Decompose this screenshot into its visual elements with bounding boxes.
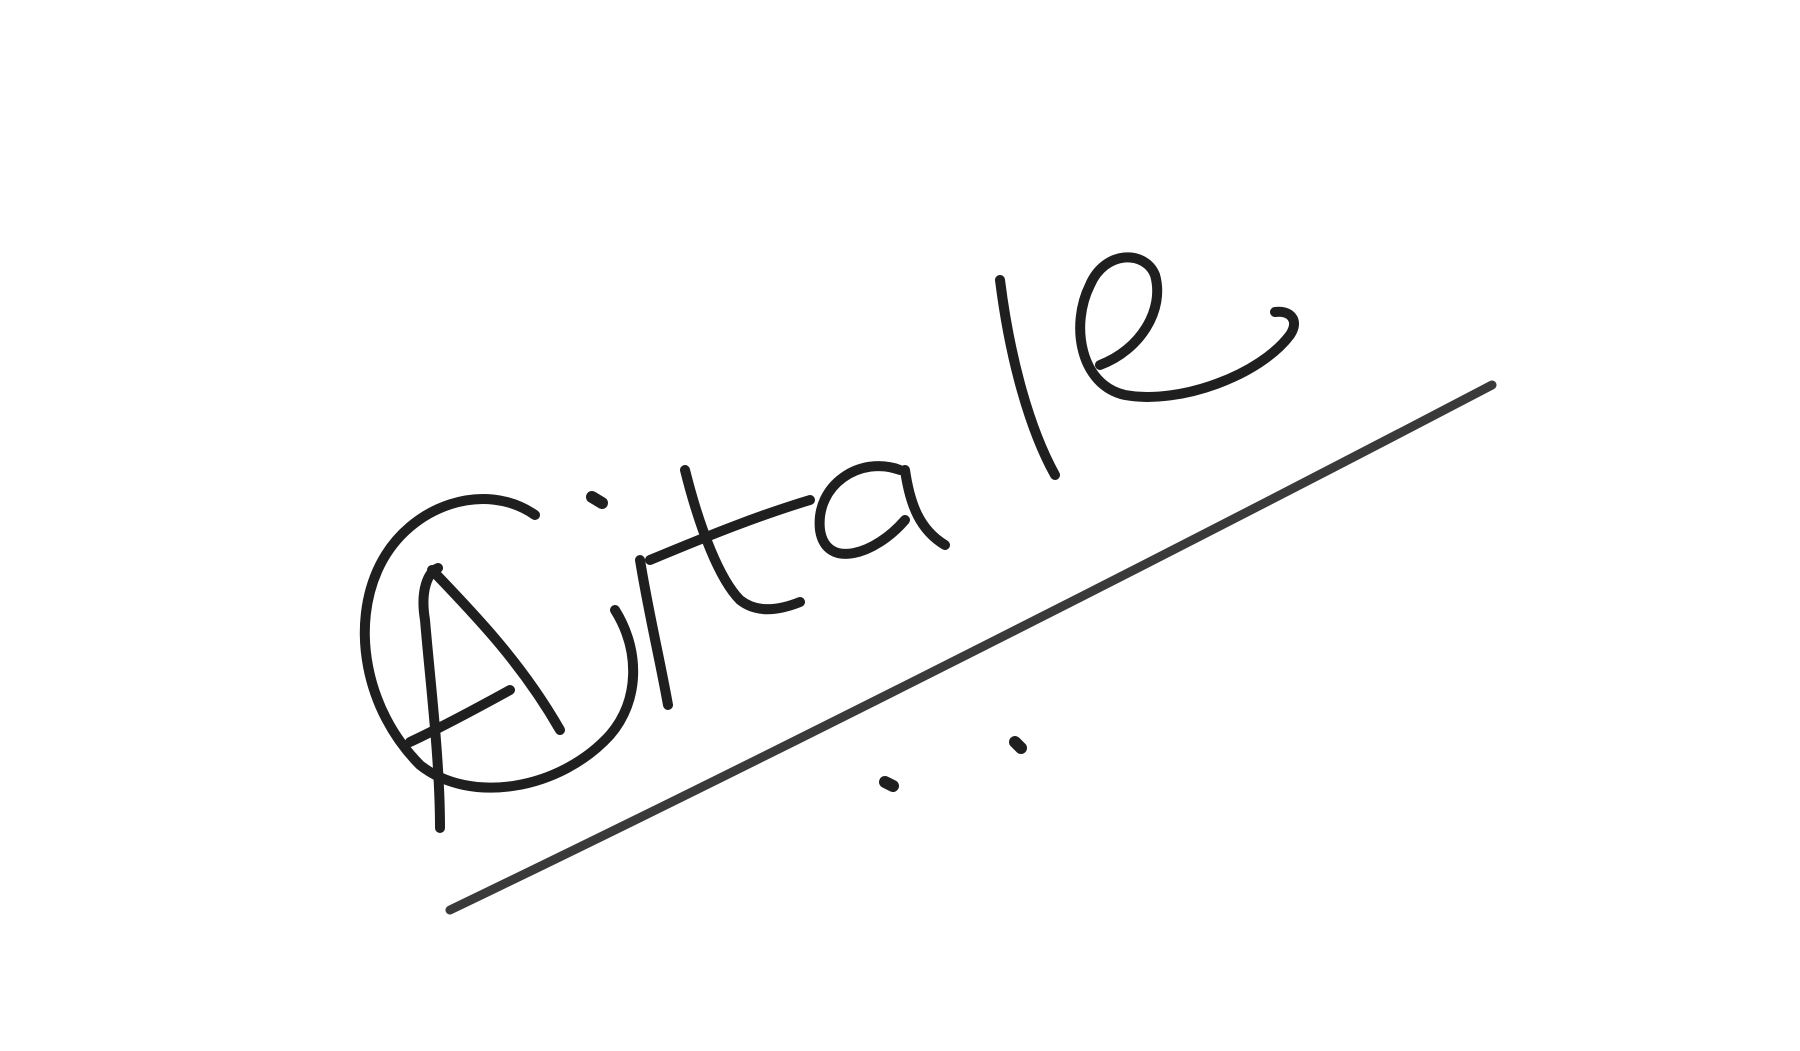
signature-dot-left	[885, 782, 893, 786]
signature-l-stroke	[1000, 280, 1055, 475]
signature-a-left-stroke	[423, 568, 440, 828]
signature-underline	[450, 385, 1492, 910]
signature-strokes	[365, 257, 1294, 828]
signature-i-dot	[592, 497, 602, 503]
signature-a-bowl-stroke	[820, 466, 905, 554]
signature-a-stem-stroke	[905, 470, 945, 545]
signature-e-stroke	[1080, 257, 1294, 397]
signature-t-cross-stroke	[650, 500, 810, 560]
signature-a-bar-stroke	[410, 690, 510, 742]
signature-a-right-stroke	[432, 570, 560, 730]
signature-i-stem-stroke	[640, 560, 668, 705]
signature-dot-right	[1015, 742, 1021, 748]
